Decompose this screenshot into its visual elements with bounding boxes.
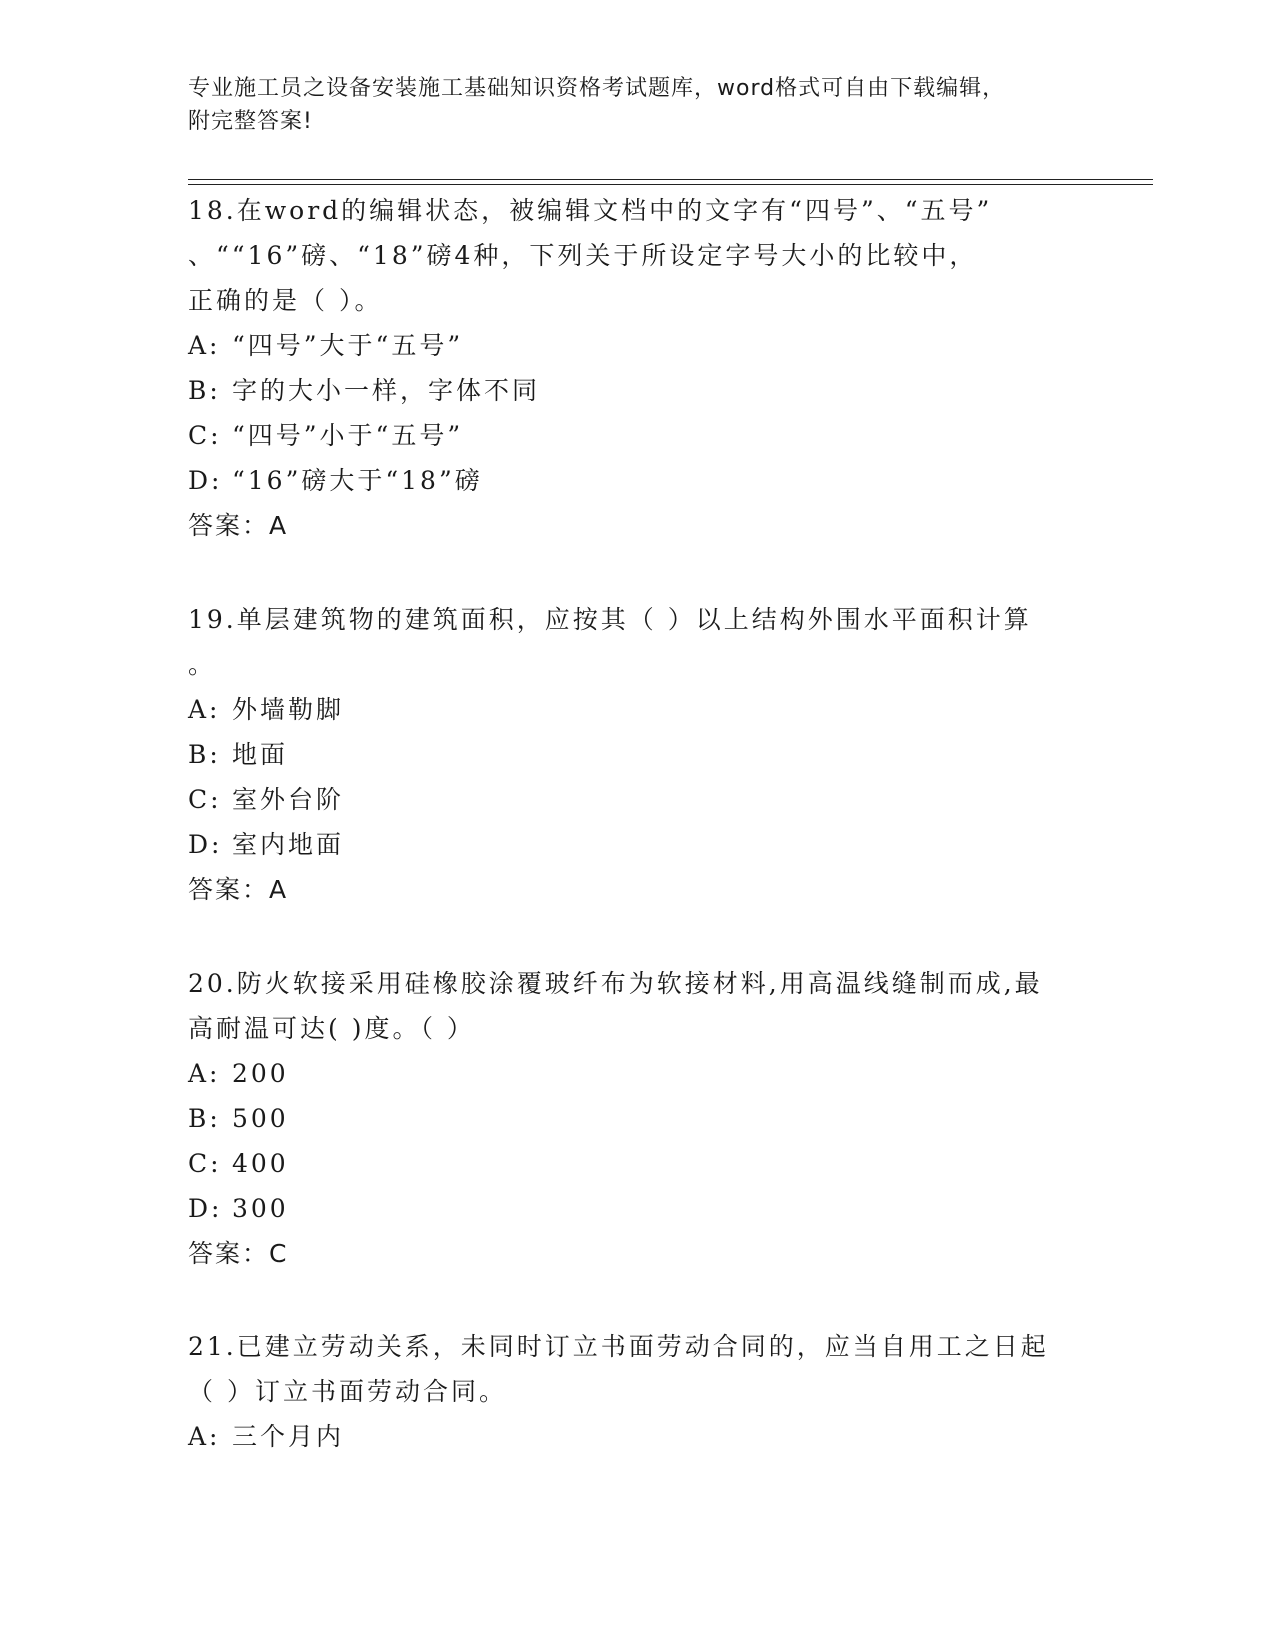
option-key: B: bbox=[188, 376, 221, 405]
option-text: 200 bbox=[232, 1059, 289, 1088]
option-text: 字的大小一样，字体不同 bbox=[232, 376, 541, 405]
option-d bbox=[188, 1186, 1088, 1231]
option-key: B: bbox=[188, 1104, 221, 1133]
question-stem-line: 18.在word的编辑状态，被编辑文档中的文字有“四号”、“五号” bbox=[188, 196, 993, 225]
question-20 bbox=[188, 961, 1088, 1276]
option-key: A: bbox=[188, 1422, 221, 1451]
question-stem-line: 、““16”磅、“18”磅4种，下列关于所设定字号大小的比较中， bbox=[188, 241, 978, 270]
option-key: C: bbox=[188, 1149, 222, 1178]
option-a bbox=[188, 1051, 1088, 1096]
option-text: 室外台阶 bbox=[232, 785, 345, 814]
header-divider bbox=[188, 179, 1153, 180]
option-c bbox=[188, 413, 1088, 458]
option-text: 400 bbox=[232, 1149, 289, 1178]
option-a bbox=[188, 1414, 1088, 1459]
option-b bbox=[188, 732, 1088, 777]
option-c bbox=[188, 1141, 1088, 1186]
option-text: 室内地面 bbox=[232, 830, 345, 859]
option-c bbox=[188, 777, 1088, 822]
option-key: D: bbox=[188, 1194, 223, 1223]
document-header bbox=[188, 72, 1068, 138]
option-key: D: bbox=[188, 830, 223, 859]
option-a bbox=[188, 323, 1088, 368]
option-text: 三个月内 bbox=[232, 1422, 345, 1451]
answer-line: 答案：A bbox=[188, 875, 289, 904]
option-text: 300 bbox=[232, 1194, 289, 1223]
option-key: D: bbox=[188, 466, 223, 495]
option-key: A: bbox=[188, 1059, 221, 1088]
option-b bbox=[188, 368, 1088, 413]
question-18 bbox=[188, 188, 1088, 548]
option-text: 地面 bbox=[232, 740, 289, 769]
question-19 bbox=[188, 597, 1088, 912]
option-text: “四号”小于“五号” bbox=[232, 421, 464, 450]
option-d bbox=[188, 458, 1088, 503]
option-text: 外墙勒脚 bbox=[232, 695, 345, 724]
question-stem-line: 正确的是（ ）。 bbox=[188, 286, 383, 315]
option-a bbox=[188, 687, 1088, 732]
question-stem-line: （ ）订立书面劳动合同。 bbox=[188, 1377, 507, 1406]
option-key: A: bbox=[188, 331, 221, 360]
answer-line: 答案：A bbox=[188, 511, 289, 540]
question-stem-line: 。 bbox=[188, 650, 217, 679]
option-key: C: bbox=[188, 421, 222, 450]
option-text: “四号”大于“五号” bbox=[232, 331, 464, 360]
question-stem-line: 19.单层建筑物的建筑面积，应按其（ ）以上结构外围水平面积计算 bbox=[188, 605, 1032, 634]
header-divider bbox=[188, 184, 1153, 185]
option-b bbox=[188, 1096, 1088, 1141]
question-stem-line: 20.防火软接采用硅橡胶涂覆玻纤布为软接材料,用高温线缝制而成,最 bbox=[188, 969, 1043, 998]
option-text: “16”磅大于“18”磅 bbox=[232, 466, 483, 495]
answer-line: 答案：C bbox=[188, 1239, 289, 1268]
option-text: 500 bbox=[232, 1104, 289, 1133]
option-key: B: bbox=[188, 740, 221, 769]
header-line: 专业施工员之设备安装施工基础知识资格考试题库，word格式可自由下载编辑， bbox=[188, 76, 1006, 101]
header-line: 附完整答案! bbox=[188, 109, 313, 134]
option-key: A: bbox=[188, 695, 221, 724]
question-stem-line: 高耐温可达( )度。（ ） bbox=[188, 1014, 475, 1043]
option-d bbox=[188, 822, 1088, 867]
option-key: C: bbox=[188, 785, 222, 814]
question-21 bbox=[188, 1324, 1088, 1459]
question-stem-line: 21.已建立劳动关系，未同时订立书面劳动合同的，应当自用工之日起 bbox=[188, 1332, 1049, 1361]
